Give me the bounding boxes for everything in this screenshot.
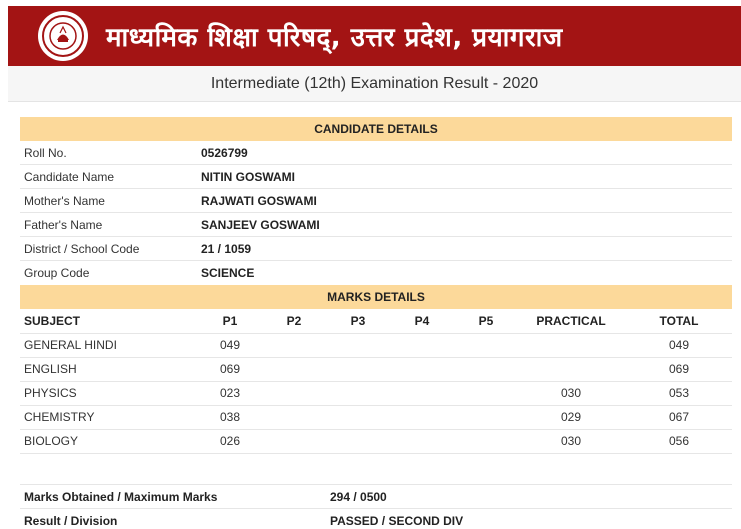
marks-column-header: P5 — [456, 309, 516, 333]
candidate-field-label: District / School Code — [24, 241, 140, 256]
seal-icon — [42, 15, 84, 57]
candidate-field-label: Group Code — [24, 266, 90, 280]
table-row — [20, 381, 732, 405]
marks-cell-p4 — [388, 405, 456, 429]
candidate-field-label: Roll No. — [24, 145, 67, 160]
candidate-field-label: Father's Name — [24, 217, 103, 232]
summary-row-marks — [20, 485, 732, 509]
result-value: PASSED / SECOND DIV — [330, 513, 464, 528]
marks-obtained-label: Marks Obtained / Maximum Marks — [24, 489, 218, 504]
candidate-field-value: 0526799 — [201, 145, 248, 160]
marks-cell-p2 — [260, 333, 328, 357]
marks-cell-p4 — [388, 333, 456, 357]
marks-cell-practical: 030 — [516, 429, 626, 453]
marks-cell-p1: 023 — [200, 381, 260, 405]
spacer-cell — [20, 453, 732, 461]
marks-cell-subject: BIOLOGY — [20, 429, 200, 453]
candidate-field-value: 21 / 1059 — [201, 241, 252, 256]
marks-cell-p2 — [260, 357, 328, 381]
marks-cell-p3 — [328, 381, 388, 405]
marks-cell-p4 — [388, 429, 456, 453]
result-summary — [20, 484, 732, 529]
marks-cell-p2 — [260, 405, 328, 429]
candidate-row — [20, 213, 732, 237]
marks-cell-p2 — [260, 381, 328, 405]
result-content — [20, 117, 732, 461]
marks-cell-total: 049 — [626, 333, 732, 357]
marks-cell-p1: 049 — [200, 333, 260, 357]
table-row — [20, 405, 732, 429]
marks-cell-total: 053 — [626, 381, 732, 405]
emblem-icon — [48, 21, 78, 51]
marks-column-header: TOTAL — [626, 309, 732, 333]
marks-cell-p3 — [328, 333, 388, 357]
marks-cell-practical — [516, 333, 626, 357]
header-title: माध्यमिक शिक्षा परिषद्, उत्तर प्रदेश, प्रयागराज — [106, 23, 563, 53]
marks-header-row — [20, 309, 732, 333]
table-row — [20, 333, 732, 357]
board-logo — [38, 11, 88, 61]
marks-column-header: P4 — [388, 309, 456, 333]
marks-cell-total: 067 — [626, 405, 732, 429]
candidate-field-label: Candidate Name — [24, 169, 115, 184]
marks-cell-subject: CHEMISTRY — [20, 405, 200, 429]
marks-cell-p5 — [456, 333, 516, 357]
marks-section-title: MARKS DETAILS — [20, 285, 732, 309]
marks-table — [20, 309, 732, 461]
marks-cell-p3 — [328, 357, 388, 381]
marks-cell-p3 — [328, 405, 388, 429]
marks-cell-p4 — [388, 381, 456, 405]
marks-obtained-value: 294 / 0500 — [330, 489, 387, 504]
marks-cell-practical: 029 — [516, 405, 626, 429]
result-label: Result / Division — [24, 513, 118, 528]
exam-title: Intermediate (12th) Examination Result - 2020 — [8, 66, 741, 102]
marks-column-header: P3 — [328, 309, 388, 333]
marks-cell-subject: ENGLISH — [20, 357, 200, 381]
candidate-section-title: CANDIDATE DETAILS — [20, 117, 732, 141]
candidate-row — [20, 165, 732, 189]
candidate-row — [20, 141, 732, 165]
marks-cell-p3 — [328, 429, 388, 453]
candidate-details — [20, 141, 732, 285]
table-row — [20, 429, 732, 453]
marks-cell-p1: 069 — [200, 357, 260, 381]
candidate-field-value: NITIN GOSWAMI — [201, 169, 295, 184]
marks-cell-p5 — [456, 405, 516, 429]
marks-column-header: PRACTICAL — [516, 309, 626, 333]
marks-column-header: SUBJECT — [20, 309, 200, 333]
marks-cell-p5 — [456, 429, 516, 453]
marks-column-header: P1 — [200, 309, 260, 333]
marks-cell-total: 056 — [626, 429, 732, 453]
table-row — [20, 357, 732, 381]
marks-cell-p5 — [456, 357, 516, 381]
candidate-field-value: SANJEEV GOSWAMI — [201, 217, 320, 232]
marks-cell-total: 069 — [626, 357, 732, 381]
table-spacer — [20, 453, 732, 461]
marks-cell-subject: GENERAL HINDI — [20, 333, 200, 357]
candidate-row — [20, 261, 732, 285]
candidate-field-value: RAJWATI GOSWAMI — [201, 193, 317, 208]
summary-row-result — [20, 509, 732, 529]
candidate-row — [20, 189, 732, 213]
marks-cell-practical: 030 — [516, 381, 626, 405]
candidate-field-value: SCIENCE — [201, 266, 255, 280]
candidate-field-label: Mother's Name — [24, 193, 105, 208]
marks-cell-subject: PHYSICS — [20, 381, 200, 405]
marks-cell-p1: 038 — [200, 405, 260, 429]
marks-cell-p5 — [456, 381, 516, 405]
marks-body — [20, 333, 732, 461]
marks-cell-p2 — [260, 429, 328, 453]
marks-cell-practical — [516, 357, 626, 381]
candidate-row — [20, 237, 732, 261]
marks-column-header: P2 — [260, 309, 328, 333]
marks-cell-p1: 026 — [200, 429, 260, 453]
marks-cell-p4 — [388, 357, 456, 381]
site-header — [8, 6, 741, 66]
